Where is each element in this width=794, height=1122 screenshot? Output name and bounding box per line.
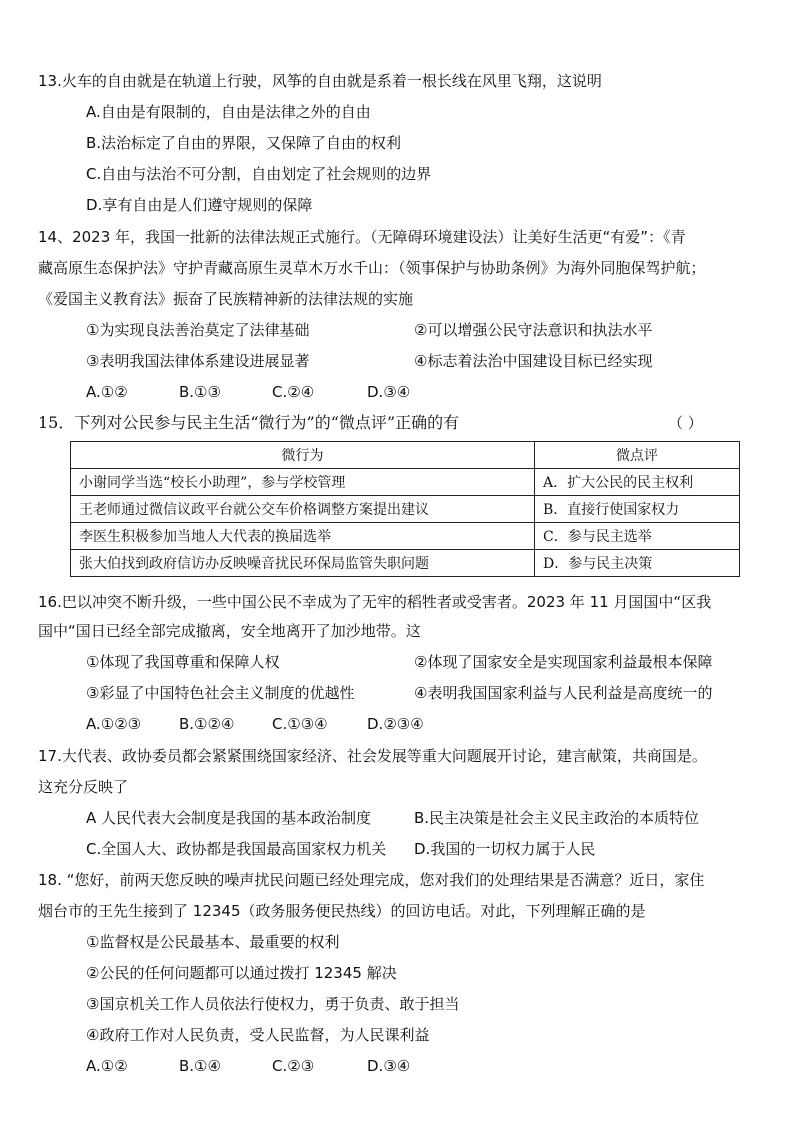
- q15-stem: 15．下列对公民参与民主生活“微行为”的“微点评”正确的有: [38, 413, 460, 432]
- q16-answer-b: B.①②④: [179, 715, 235, 733]
- table-cell: 王老师通过微信议政平台就公交车价格调整方案提出建议: [71, 496, 535, 523]
- q14-item-4: ④标志着法治中国建设目标已经实现: [414, 352, 653, 370]
- q13-option-b: B.法治标定了自由的界限，又保障了自由的权利: [86, 134, 402, 152]
- q17-option-c: C.全国人大、政协都是我国最高国家权力机关: [86, 840, 387, 858]
- q16-stem-line-1: 16.巴以冲突不断升级，一些中国公民不幸成为了无牢的稻牲者或受害者。2023 年 11 月国国中“区我: [38, 593, 712, 611]
- q18-item-1: ①监督权是公民最基本、最重要的权利: [86, 933, 340, 951]
- table-cell: C．参与民主选举: [535, 523, 740, 550]
- q17-option-a: A 人民代表大会制度是我国的基本政治制度: [86, 809, 372, 827]
- table-cell: A．扩大公民的民主权利: [535, 469, 740, 496]
- q13-option-c: C.自由与法治不可分割，自由划定了社会规则的边界: [86, 165, 432, 183]
- table-cell: 张大伯找到政府信访办反映噪音扰民环保局监管失职问题: [71, 550, 535, 577]
- q18-item-4: ④政府工作对人民负责，受人民监督，为人民课利益: [86, 1026, 430, 1044]
- q18-stem-line-2: 烟台市的王先生接到了 12345（政务服务便民热线）的回访电话。对此，下列理解正确的是: [38, 902, 646, 920]
- q14-item-3: ③表明我国法律体系建设进展显著: [86, 352, 310, 370]
- table-cell: B．直接行使国家权力: [535, 496, 740, 523]
- q16-item-4: ④表明我国国家利益与人民利益是高度统一的: [414, 684, 713, 702]
- q17-stem-line-2: 这充分反映了: [38, 778, 129, 796]
- q14-answer-b: B.①③: [179, 383, 221, 401]
- table-header-cell: 微点评: [535, 442, 740, 469]
- table-row: [71, 469, 740, 496]
- q14-item-1: ①为实现良法善治莫定了法律基础: [86, 321, 310, 339]
- table-cell: 小谢同学当选“校长小助理”，参与学校管理: [71, 469, 535, 496]
- table-row: [71, 550, 740, 577]
- q14-stem-line-3: 《爱国主义教育法》振奋了民族精神新的法律法规的实施: [38, 290, 414, 308]
- q18-answer-a: A.①②: [86, 1057, 128, 1075]
- q16-item-1: ①体现了我国尊重和保障人权: [86, 653, 280, 671]
- q18-stem-line-1: 18. “您好，前两天您反映的噪声扰民问题已经处理完成，您对我们的处理结果是否满意？近日，家住: [38, 871, 705, 889]
- q16-answer-a: A.①②③: [86, 715, 142, 733]
- table-row: [71, 523, 740, 550]
- q14-answer-d: D.③④: [367, 383, 411, 401]
- q18-item-2: ②公民的任何问题都可以通过拨打 12345 解决: [86, 964, 397, 982]
- q14-answer-c: C.②④: [272, 383, 315, 401]
- table-header-cell: 微行为: [71, 442, 535, 469]
- q18-answer-b: B.①④: [179, 1057, 221, 1075]
- q18-answer-d: D.③④: [367, 1057, 411, 1075]
- q16-item-2: ②体现了国家安全是实现国家利益最根本保障: [414, 653, 713, 671]
- q17-option-d: D.我国的一切权力属于人民: [414, 840, 596, 858]
- q17-option-b: B.民主决策是社会主义民主政治的本质特位: [414, 809, 700, 827]
- q13-option-a: A.自由是有限制的，自由是法律之外的自由: [86, 103, 371, 121]
- table-cell: D．参与民主决策: [535, 550, 740, 577]
- table-cell: 李医生积极参加当地人大代表的换届选举: [71, 523, 535, 550]
- q16-answer-c: C.①③④: [272, 715, 328, 733]
- q18-answer-c: C.②③: [272, 1057, 315, 1075]
- q16-item-3: ③彩显了中国特色社会主义制度的优越性: [86, 684, 355, 702]
- q15-answer-paren: （ ）: [668, 414, 703, 432]
- q15-table: [70, 441, 740, 577]
- q13-option-d: D.享有自由是人们遵守规则的保障: [86, 196, 313, 214]
- table-row: [71, 496, 740, 523]
- q14-stem-line-1: 14、2023 年，我国一批新的法律法规正式施行。（无障碍环境建设法）让美好生活更“有爱”：《青: [38, 228, 686, 246]
- q14-answer-a: A.①②: [86, 383, 128, 401]
- table-header-row: [71, 442, 740, 469]
- q13-stem: 13.火车的自由就是在轨道上行驶，风筝的自由就是系着一根长线在风里飞翔，这说明: [38, 72, 602, 90]
- q18-item-3: ③国京机关工作人员依法行使权力，勇于负责、敢于担当: [86, 995, 460, 1013]
- q14-stem-line-2: 藏高原生态保护法》守护青藏高原生灵草木万水千山：（领事保护与协助条例》为海外同胞保驾护航；: [38, 259, 706, 277]
- q16-answer-d: D.②③④: [367, 715, 424, 733]
- q16-stem-line-2: 国中“国日已经全部完成撤离，安全地离开了加沙地带。这: [38, 622, 421, 640]
- q17-stem-line-1: 17.大代表、政协委员都会紧紧围绕国家经济、社会发展等重大问题展开讨论，建言献策，共商国是。: [38, 747, 707, 765]
- q14-item-2: ②可以增强公民守法意识和执法水平: [414, 321, 653, 339]
